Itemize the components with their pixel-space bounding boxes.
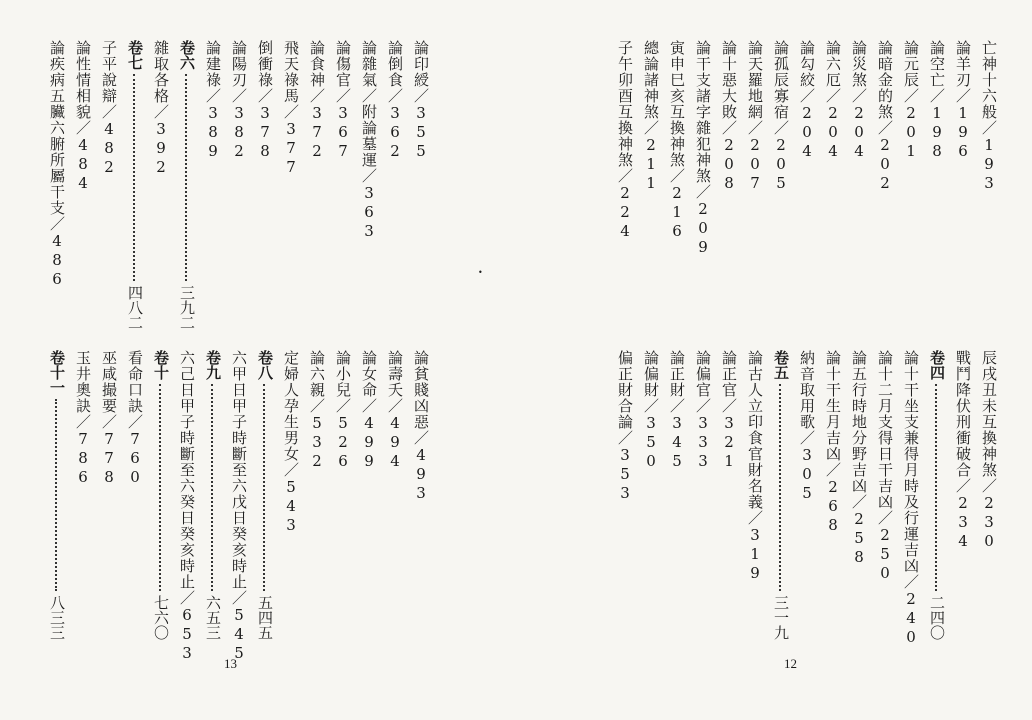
leader-dots	[263, 384, 267, 591]
toc-entry: 論陽刃／382	[230, 40, 248, 161]
volume-page-number: 四八二	[126, 285, 144, 330]
toc-entry: 論疾病五臟六腑所屬干支／486	[48, 40, 66, 289]
volume-heading	[252, 350, 278, 640]
toc-entry: 論小兒／526	[334, 350, 352, 471]
toc-entry: 論正財／345	[668, 350, 686, 471]
toc-entry: 論天羅地網／207	[746, 40, 764, 193]
toc-entry: 寅申巳亥互換神煞／216	[668, 40, 686, 241]
toc-entry: 看命口訣／760	[126, 350, 144, 487]
toc-entry: 雜取各格／392	[152, 40, 170, 177]
toc-entry: 辰戌丑未互換神煞／230	[980, 350, 998, 551]
volume-label: 卷十一	[48, 350, 66, 395]
toc-entry: 論食神／372	[308, 40, 326, 161]
toc-entry: 論十干生月吉凶／268	[824, 350, 842, 535]
volume-heading	[122, 40, 148, 330]
leader-dots	[185, 74, 189, 281]
toc-entry: 子午卯酉互換神煞／224	[616, 40, 634, 241]
volume-heading	[148, 350, 174, 640]
toc-entry: 亡神十六般／193	[980, 40, 998, 193]
toc-entry: 論十惡大敗／208	[720, 40, 738, 193]
page-12	[516, 0, 1032, 720]
toc-entry: 論雜氣／附論墓運／363	[360, 40, 378, 241]
toc-bottom-section	[522, 350, 1002, 647]
toc-entry: 論暗金的煞／202	[876, 40, 894, 193]
volume-heading	[924, 350, 950, 640]
toc-entry: 六甲日甲子時斷至六戊日癸亥時止／545	[230, 350, 248, 663]
toc-entry: 論十干坐支兼得月時及行運吉凶／240	[902, 350, 920, 647]
volume-page-number: 三一九	[772, 595, 790, 640]
volume-heading	[174, 40, 200, 330]
toc-entry: 論災煞／204	[850, 40, 868, 161]
toc-entry: 總論諸神煞／211	[642, 40, 660, 193]
leader-dots	[55, 399, 59, 591]
toc-entry: 論性情相貌／484	[74, 40, 92, 193]
toc-entry: 論十二月支得日干吉凶／250	[876, 350, 894, 583]
volume-label: 卷八	[256, 350, 274, 380]
toc-entry: 六己日甲子時斷至六癸日癸亥時止／653	[178, 350, 196, 663]
leader-dots	[779, 384, 783, 591]
volume-page-number: 三九二	[178, 285, 196, 330]
page-number: 12	[784, 656, 797, 671]
toc-entry: 論孤辰寡宿／205	[772, 40, 790, 193]
volume-page-number: 五四五	[256, 595, 274, 640]
toc-entry: 納音取用歌／305	[798, 350, 816, 503]
leader-dots	[211, 384, 215, 591]
toc-entry: 論印綬／355	[412, 40, 430, 161]
toc-entry: 論干支諸字雜犯神煞／209	[694, 40, 712, 257]
toc-entry: 論偏財／350	[642, 350, 660, 471]
toc-entry: 論倒食／362	[386, 40, 404, 161]
leader-dots	[935, 384, 939, 591]
toc-entry: 論女命／499	[360, 350, 378, 471]
volume-heading	[768, 350, 794, 640]
volume-heading	[200, 350, 226, 640]
toc-entry: 論壽夭／494	[386, 350, 404, 471]
toc-entry: 子平說辯／482	[100, 40, 118, 177]
volume-heading	[44, 350, 70, 640]
volume-label: 卷五	[772, 350, 790, 380]
volume-label: 卷九	[204, 350, 222, 380]
toc-entry: 巫咸撮要／778	[100, 350, 118, 487]
volume-page-number: 七六〇	[152, 595, 170, 640]
toc-entry: 論正官／321	[720, 350, 738, 471]
gutter-mark: •	[478, 268, 483, 277]
volume-page-number: 二四〇	[928, 595, 946, 640]
toc-entry: 論建祿／389	[204, 40, 222, 161]
toc-entry: 論古人立印食官財名義／319	[746, 350, 764, 583]
volume-label: 卷六	[178, 40, 196, 70]
toc-entry: 論空亡／198	[928, 40, 946, 161]
toc-entry: 論羊刃／196	[954, 40, 972, 161]
toc-entry: 論五行時地分野吉凶／258	[850, 350, 868, 567]
leader-dots	[159, 384, 163, 591]
volume-label: 卷四	[928, 350, 946, 380]
toc-entry: 戰鬥降伏刑衝破合／234	[954, 350, 972, 551]
volume-label: 卷十	[152, 350, 170, 380]
volume-page-number: 六五三	[204, 595, 222, 640]
toc-entry: 論傷官／367	[334, 40, 352, 161]
toc-top-section	[4, 40, 434, 330]
toc-entry: 偏正財合論／353	[616, 350, 634, 503]
toc-entry: 論勾絞／204	[798, 40, 816, 161]
volume-label: 卷七	[126, 40, 144, 70]
toc-entry: 玉井奧訣／786	[74, 350, 92, 487]
page-number: 13	[224, 656, 237, 671]
toc-entry: 論六厄／204	[824, 40, 842, 161]
toc-entry: 飛天祿馬／377	[282, 40, 300, 177]
toc-entry: 論偏官／333	[694, 350, 712, 471]
toc-bottom-section	[4, 350, 434, 663]
toc-entry: 定婦人孕生男女／543	[282, 350, 300, 535]
toc-entry: 論六親／532	[308, 350, 326, 471]
toc-entry: 論元辰／201	[902, 40, 920, 161]
leader-dots	[133, 74, 137, 281]
toc-entry: 論貧賤凶惡／493	[412, 350, 430, 503]
volume-page-number: 八三三	[48, 595, 66, 640]
toc-entry: 倒衝祿／378	[256, 40, 274, 161]
toc-top-section	[522, 40, 1002, 257]
